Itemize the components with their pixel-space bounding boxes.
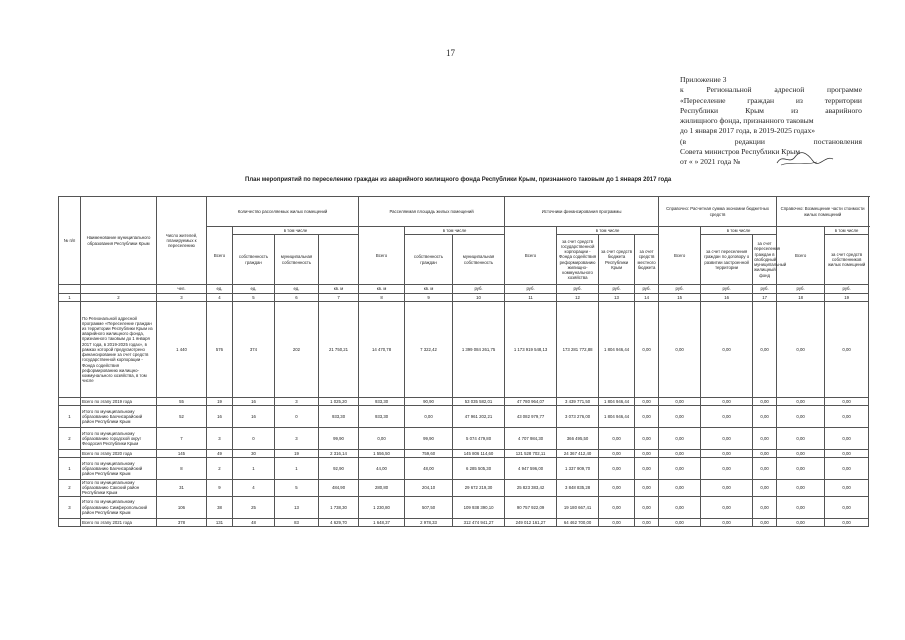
appendix-line: [680, 137, 862, 147]
value-cell: 21 750,21: [319, 302, 359, 398]
row-name-cell: Итого по муниципальному образованию Бахчисарайский район Республики Крым: [81, 458, 157, 480]
value-cell: 3 439 771,50: [557, 398, 599, 406]
colnum-cell: 9: [405, 294, 453, 302]
unit-cell: [81, 285, 157, 294]
value-cell: 0,00: [753, 406, 777, 428]
value-cell: 0,00: [777, 480, 825, 497]
unit-cell: руб.: [753, 285, 777, 294]
value-cell: 1 440: [157, 302, 207, 398]
value-cell: 0,00: [777, 398, 825, 406]
value-cell: 30: [233, 450, 275, 458]
unit-cell: ед.: [207, 285, 233, 294]
value-cell: 0,00: [405, 406, 453, 428]
header-total: Всего: [359, 227, 405, 285]
value-cell: 4: [233, 480, 275, 497]
value-cell: 0,00: [753, 398, 777, 406]
value-cell: 759,60: [405, 450, 453, 458]
value-cell: 83: [275, 518, 319, 526]
value-cell: 6 285 505,30: [453, 458, 505, 480]
colnum-cell: 19: [825, 294, 869, 302]
value-cell: 0,00: [825, 428, 869, 450]
value-cell: 0,00: [777, 302, 825, 398]
unit-cell: руб.: [635, 285, 659, 294]
value-cell: 48: [233, 518, 275, 526]
word: программе: [827, 85, 862, 95]
value-cell: 0,00: [599, 428, 635, 450]
value-cell: 1: [275, 458, 319, 480]
value-cell: 1 804 946,44: [599, 302, 635, 398]
value-cell: 0: [233, 428, 275, 450]
table-row: [59, 302, 869, 398]
value-cell: 43 082 979,77: [505, 406, 557, 428]
header-name: Наименование муниципального образования Республики Крым: [81, 197, 157, 285]
value-cell: 0,00: [635, 518, 659, 526]
value-cell: 16: [233, 406, 275, 428]
appendix-title: Приложение 3: [680, 75, 727, 84]
unit-cell: ед.: [275, 285, 319, 294]
value-cell: 9: [207, 480, 233, 497]
value-cell: 0,00: [825, 480, 869, 497]
value-cell: 0,00: [635, 406, 659, 428]
appendix-line: [680, 96, 862, 106]
row-name-cell: Итого по муниципальному образованию Бахчисарайский район Республики Крым: [81, 406, 157, 428]
column-numbers-row: [59, 294, 869, 302]
header-incl: в том числе: [557, 227, 659, 235]
header-municipal: муниципальная собственность: [275, 235, 319, 285]
value-cell: 19: [207, 398, 233, 406]
value-cell: 5 074 479,80: [453, 428, 505, 450]
signature-stamp-icon: [775, 151, 835, 167]
word: Крым: [745, 105, 764, 115]
value-cell: 48,00: [405, 458, 453, 480]
word: территории: [824, 95, 862, 105]
value-cell: 0,00: [701, 406, 753, 428]
value-cell: 0,00: [825, 398, 869, 406]
row-name-cell: Итого по муниципальному образованию городской округ Феодосия Республики Крым: [81, 428, 157, 450]
value-cell: 0,00: [701, 458, 753, 480]
value-cell: 0,00: [659, 428, 701, 450]
value-cell: 0,00: [777, 458, 825, 480]
row-index-cell: 3: [59, 496, 81, 518]
table-row: [59, 406, 869, 428]
value-cell: 0,00: [701, 302, 753, 398]
value-cell: 90 757 922,09: [505, 496, 557, 518]
value-cell: 280,80: [359, 480, 405, 497]
value-cell: 145: [157, 450, 207, 458]
value-cell: 29 672 219,30: [453, 480, 505, 497]
value-cell: 0,00: [635, 398, 659, 406]
table-row: [59, 450, 869, 458]
row-index-cell: [59, 398, 81, 406]
table-row: [59, 496, 869, 518]
value-cell: 4 707 984,30: [505, 428, 557, 450]
document-title: План мероприятий по переселению граждан из аварийного жилищного фонда Республики Крым, признанного таковым до 1 января 2017 года: [245, 177, 672, 183]
value-cell: 0,00: [753, 480, 777, 497]
header-blank: [319, 235, 359, 285]
value-cell: 16: [233, 398, 275, 406]
word: Региональной: [706, 85, 752, 95]
value-cell: 49: [207, 450, 233, 458]
value-cell: 0,00: [825, 458, 869, 480]
value-cell: 24 367 412,40: [557, 450, 599, 458]
units-row: [59, 285, 869, 294]
unit-cell: руб.: [825, 285, 869, 294]
value-cell: 53 035 582,01: [453, 398, 505, 406]
word: из: [795, 95, 803, 105]
appendix-line: до 1 января 2017 года, в 2019-2025 годах»: [680, 126, 816, 136]
value-cell: 0,00: [599, 480, 635, 497]
word: (в: [680, 136, 687, 146]
value-cell: 145 806 114,60: [453, 450, 505, 458]
value-cell: 14 470,78: [359, 302, 405, 398]
value-cell: 25: [233, 496, 275, 518]
row-name-cell: Итого по муниципальному образованию Симферопольский район Республики Крым: [81, 496, 157, 518]
value-cell: 0,00: [825, 518, 869, 526]
row-index-cell: 2: [59, 480, 81, 497]
value-cell: 1 804 946,44: [599, 398, 635, 406]
colnum-cell: 7: [319, 294, 359, 302]
colnum-cell: 2: [81, 294, 157, 302]
value-cell: 933,30: [359, 398, 405, 406]
header-total: Всего: [777, 227, 825, 285]
value-cell: 7 322,42: [405, 302, 453, 398]
value-cell: 38: [207, 496, 233, 518]
unit-cell: ед.: [233, 285, 275, 294]
value-cell: 0,00: [825, 450, 869, 458]
value-cell: 0,00: [753, 450, 777, 458]
header-econ1: за счет переселения граждан по договору о развитии застроенной территории: [701, 235, 753, 285]
value-cell: 1 804 946,44: [599, 406, 635, 428]
value-cell: 1 230,80: [359, 496, 405, 518]
value-cell: 1 025,20: [319, 398, 359, 406]
word: к: [680, 85, 684, 95]
word: «Переселение: [680, 95, 726, 105]
unit-cell: чел.: [157, 285, 207, 294]
value-cell: 0,00: [635, 496, 659, 518]
value-cell: 55: [157, 398, 207, 406]
table-row: [59, 518, 869, 526]
value-cell: 0,00: [599, 458, 635, 480]
value-cell: 3 848 835,28: [557, 480, 599, 497]
value-cell: 933,30: [319, 406, 359, 428]
colnum-cell: 17: [753, 294, 777, 302]
value-cell: 0,00: [659, 398, 701, 406]
value-cell: 0,00: [777, 428, 825, 450]
value-cell: 249 012 161,27: [505, 518, 557, 526]
value-cell: 4 947 596,00: [505, 458, 557, 480]
value-cell: 131: [207, 518, 233, 526]
value-cell: 2 316,14: [319, 450, 359, 458]
value-cell: 0,00: [635, 450, 659, 458]
unit-cell: кв. м: [359, 285, 405, 294]
value-cell: 1 648,37: [359, 518, 405, 526]
header-private: собственность граждан: [405, 235, 453, 285]
value-cell: 0,00: [777, 496, 825, 518]
value-cell: 5: [275, 480, 319, 497]
word: редакции: [734, 136, 765, 146]
value-cell: 0,00: [659, 496, 701, 518]
value-cell: 8: [157, 458, 207, 480]
colnum-cell: 6: [275, 294, 319, 302]
value-cell: 44,00: [359, 458, 405, 480]
value-cell: 3: [275, 398, 319, 406]
row-name-cell: Итого по муниципальному образованию Сакский район Республики Крым: [81, 480, 157, 497]
value-cell: 4 629,70: [319, 518, 359, 526]
table-row: [59, 428, 869, 450]
colnum-cell: 3: [157, 294, 207, 302]
colnum-cell: 5: [233, 294, 275, 302]
word: постановления: [813, 136, 862, 146]
value-cell: 484,90: [319, 480, 359, 497]
header-republic-budget: за счет средств бюджета Республики Крым: [599, 235, 635, 285]
header-total: Всего: [207, 227, 233, 285]
value-cell: 1 337 909,70: [557, 458, 599, 480]
page-number: 17: [446, 48, 455, 58]
value-cell: 64 462 700,00: [557, 518, 599, 526]
header-incl: в том числе: [233, 227, 359, 235]
value-cell: 52: [157, 406, 207, 428]
appendix-line: жилищного фонда, признанного таковым: [680, 116, 814, 126]
header-local-budget: за счет средств местного бюджета: [635, 235, 659, 285]
value-cell: 0,00: [753, 518, 777, 526]
value-cell: 31: [157, 480, 207, 497]
unit-cell: кв. м: [319, 285, 359, 294]
appendix-line: от « » 2021 года №: [680, 157, 741, 167]
table-row: [59, 398, 869, 406]
header-persons: Число жителей, планируемых к переселению: [157, 197, 207, 285]
row-index-cell: [59, 302, 81, 398]
unit-cell: руб.: [777, 285, 825, 294]
colnum-cell: 15: [659, 294, 701, 302]
value-cell: 0,00: [635, 302, 659, 398]
header-rooms-group: Количество расселяемых жилых помещений: [207, 197, 359, 227]
value-cell: 0,00: [753, 458, 777, 480]
value-cell: 576: [207, 302, 233, 398]
value-cell: 47 961 202,21: [453, 406, 505, 428]
header-incl: в том числе: [701, 227, 777, 235]
colnum-cell: 10: [453, 294, 505, 302]
unit-cell: руб.: [599, 285, 635, 294]
value-cell: 92,90: [319, 458, 359, 480]
value-cell: 0,00: [753, 302, 777, 398]
word: адресной: [774, 85, 805, 95]
value-cell: 0,00: [777, 450, 825, 458]
value-cell: 173 281 772,88: [557, 302, 599, 398]
value-cell: 312 474 941,27: [453, 518, 505, 526]
value-cell: 0,00: [659, 480, 701, 497]
value-cell: 0,00: [701, 496, 753, 518]
value-cell: 0,00: [659, 450, 701, 458]
value-cell: 0,00: [701, 450, 753, 458]
row-index-cell: 1: [59, 458, 81, 480]
appendix-line: [680, 106, 862, 116]
value-cell: 0,00: [825, 406, 869, 428]
value-cell: 0,00: [635, 458, 659, 480]
unit-cell: руб.: [453, 285, 505, 294]
value-cell: 0,00: [659, 302, 701, 398]
word: аварийного: [825, 105, 862, 115]
value-cell: 3: [207, 428, 233, 450]
value-cell: 204,10: [405, 480, 453, 497]
value-cell: 1 738,30: [319, 496, 359, 518]
value-cell: 106: [157, 496, 207, 518]
value-cell: 2: [207, 458, 233, 480]
value-cell: 3 073 276,00: [557, 406, 599, 428]
value-cell: 0: [275, 406, 319, 428]
row-index-cell: 2: [59, 428, 81, 450]
header-comp1: за счет средств собственников жилых помещений: [825, 235, 869, 285]
value-cell: 0,00: [777, 518, 825, 526]
value-cell: 16: [207, 406, 233, 428]
value-cell: 47 780 964,07: [505, 398, 557, 406]
word: граждан: [747, 95, 775, 105]
value-cell: 1 173 919 548,13: [505, 302, 557, 398]
header-incl: в том числе: [405, 227, 505, 235]
value-cell: 0,00: [659, 458, 701, 480]
colnum-cell: 12: [557, 294, 599, 302]
header-ref2-group: Справочно: Возмещение части стоимости жилых помещений: [777, 197, 869, 227]
value-cell: 1: [233, 458, 275, 480]
value-cell: 0,00: [659, 518, 701, 526]
value-cell: 13: [275, 496, 319, 518]
value-cell: 366 495,50: [557, 428, 599, 450]
unit-cell: [59, 285, 81, 294]
header-municipal: муниципальная собственность: [453, 235, 505, 285]
value-cell: 507,50: [405, 496, 453, 518]
value-cell: 25 823 383,42: [505, 480, 557, 497]
value-cell: 109 938 390,10: [453, 496, 505, 518]
value-cell: 0,00: [635, 480, 659, 497]
value-cell: 121 528 702,11: [505, 450, 557, 458]
colnum-cell: 1: [59, 294, 81, 302]
value-cell: 0,00: [635, 428, 659, 450]
appendix-line: [680, 85, 862, 95]
colnum-cell: 11: [505, 294, 557, 302]
row-name-cell: Всего по этапу 2020 года: [81, 450, 157, 458]
value-cell: 1 399 084 261,75: [453, 302, 505, 398]
word: из: [791, 105, 799, 115]
header-total: Всего: [505, 227, 557, 285]
value-cell: 0,00: [701, 518, 753, 526]
value-cell: 0,00: [599, 518, 635, 526]
row-name-cell: Всего по этапу 2019 года: [81, 398, 157, 406]
appendix-line: Совета министров Республики Крым: [680, 147, 801, 157]
value-cell: 0,00: [599, 450, 635, 458]
header-incl: в том числе: [825, 227, 869, 235]
value-cell: 99,90: [319, 428, 359, 450]
value-cell: 374: [233, 302, 275, 398]
value-cell: 0,00: [825, 302, 869, 398]
value-cell: 0,00: [659, 406, 701, 428]
value-cell: 202: [275, 302, 319, 398]
row-name-cell: По Региональной адресной программе «Переселение граждан из территории Республики Крым из аварийного жилищного фонда, признанного таковым до 1 января 2017 года, в 2019-2025 годах», в рамках которой предусмотрено финансирование за счет средств государственной корпорации - Фонда содействия реформированию жилищно-коммунального хозяйства, в том числе: [81, 302, 157, 398]
row-index-cell: [59, 518, 81, 526]
header-private: собственность граждан: [233, 235, 275, 285]
header-total: Всего: [659, 227, 701, 285]
value-cell: 0,00: [359, 428, 405, 450]
word: Республики: [680, 105, 719, 115]
colnum-cell: 13: [599, 294, 635, 302]
value-cell: 19: [275, 450, 319, 458]
value-cell: 378: [157, 518, 207, 526]
header-finance-group: Источники финансирования программы: [505, 197, 659, 227]
unit-cell: руб.: [505, 285, 557, 294]
value-cell: 99,90: [405, 428, 453, 450]
value-cell: 0,00: [701, 480, 753, 497]
header-econ2: за счет переселения граждан в свободный муниципальный жилищный фонд: [753, 235, 777, 285]
value-cell: 0,00: [753, 428, 777, 450]
header-no: № п/п: [59, 197, 81, 285]
header-area-group: Расселяемая площадь жилых помещений: [359, 197, 505, 227]
unit-cell: руб.: [659, 285, 701, 294]
table-row: [59, 458, 869, 480]
value-cell: 1 556,50: [359, 450, 405, 458]
colnum-cell: 14: [635, 294, 659, 302]
value-cell: 0,00: [825, 496, 869, 518]
header-ref1-group: Справочно: Расчетная сумма экономии бюджетных средств: [659, 197, 777, 227]
row-index-cell: [59, 450, 81, 458]
header-fund: за счет средств государственной корпорации - Фонда содействия реформированию жилищно-коммунального хозяйства: [557, 235, 599, 285]
colnum-cell: 4: [207, 294, 233, 302]
value-cell: 0,00: [777, 406, 825, 428]
value-cell: 933,30: [359, 406, 405, 428]
value-cell: 0,00: [701, 428, 753, 450]
colnum-cell: 18: [777, 294, 825, 302]
value-cell: 0,00: [753, 496, 777, 518]
table-row: [59, 480, 869, 497]
value-cell: 0,00: [701, 398, 753, 406]
value-cell: 7: [157, 428, 207, 450]
row-name-cell: Всего по этапу 2021 года: [81, 518, 157, 526]
value-cell: 90,90: [405, 398, 453, 406]
unit-cell: руб.: [557, 285, 599, 294]
colnum-cell: 16: [701, 294, 753, 302]
colnum-cell: 8: [359, 294, 405, 302]
unit-cell: кв. м: [405, 285, 453, 294]
table-body: [59, 302, 869, 527]
row-index-cell: 1: [59, 406, 81, 428]
unit-cell: руб.: [701, 285, 753, 294]
value-cell: 3: [275, 428, 319, 450]
value-cell: 2 978,33: [405, 518, 453, 526]
value-cell: 0,00: [599, 496, 635, 518]
value-cell: 19 180 667,41: [557, 496, 599, 518]
plan-table: [58, 196, 869, 527]
